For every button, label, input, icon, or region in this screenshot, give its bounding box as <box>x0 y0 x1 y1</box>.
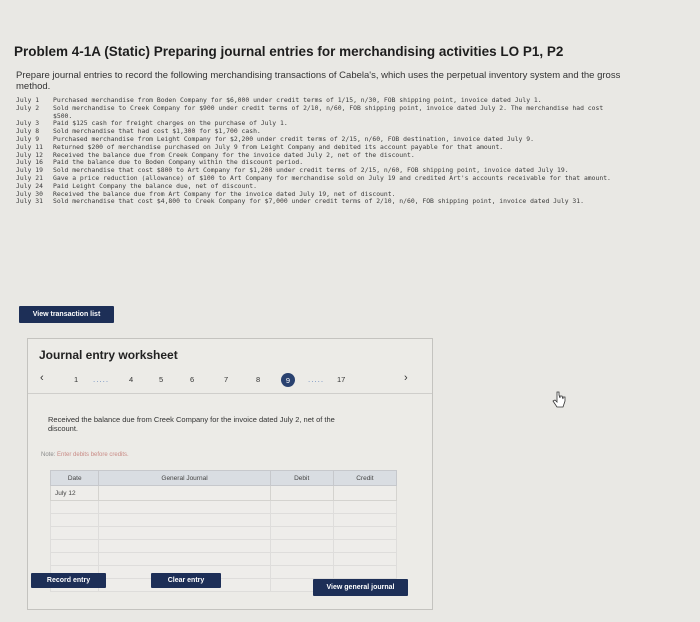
debit-cell[interactable] <box>270 527 333 540</box>
page-7[interactable]: 7 <box>224 375 229 384</box>
table-row <box>51 514 397 527</box>
page-17[interactable]: 17 <box>337 375 346 384</box>
debit-cell[interactable] <box>270 540 333 553</box>
debit-cell[interactable] <box>270 566 333 579</box>
chevron-right-icon[interactable]: › <box>404 372 408 384</box>
pager-ellipsis: ..... <box>93 375 110 384</box>
transaction-date: July 24 <box>16 181 43 190</box>
credit-cell[interactable] <box>333 540 396 553</box>
table-row <box>51 527 397 540</box>
chevron-left-icon[interactable]: ‹ <box>40 372 44 384</box>
debit-cell[interactable] <box>270 486 333 501</box>
transaction-date: July 31 <box>16 197 43 206</box>
date-cell[interactable]: July 12 <box>51 486 99 501</box>
transaction-text: Paid Leight Company the balance due, net of discount. <box>53 181 257 190</box>
table-row <box>51 540 397 553</box>
transaction-date: July 19 <box>16 166 43 175</box>
column-header-date: Date <box>51 471 99 486</box>
account-cell[interactable] <box>99 486 270 501</box>
page-4[interactable]: 4 <box>129 375 134 384</box>
view-transaction-list-button[interactable]: View transaction list <box>19 306 114 323</box>
journal-table-header <box>51 471 397 486</box>
date-cell[interactable] <box>51 540 99 553</box>
column-header-general-journal: General Journal <box>99 471 270 486</box>
table-row <box>51 553 397 566</box>
date-cell[interactable] <box>51 514 99 527</box>
note-text: Enter debits before credits. <box>57 452 129 458</box>
debit-cell[interactable] <box>270 501 333 514</box>
clear-entry-button[interactable]: Clear entry <box>151 573 221 588</box>
transaction-text: Sold merchandise that had cost $1,300 for $1,700 cash. <box>53 127 261 136</box>
problem-instructions: Prepare journal entries to record the following merchandising transactions of Cabela's, which uses the perpetual inventory system and the gross method. <box>16 70 621 92</box>
view-general-journal-button[interactable]: View general journal <box>313 579 408 596</box>
account-cell[interactable] <box>99 514 270 527</box>
page-6[interactable]: 6 <box>190 375 195 384</box>
table-row <box>51 501 397 514</box>
date-cell[interactable] <box>51 501 99 514</box>
note-prefix: Note: <box>41 452 56 458</box>
transaction-text: Paid $125 cash for freight charges on the purchase of July 1. <box>53 119 288 128</box>
transaction-date: July 11 <box>16 142 43 151</box>
entry-description: Received the balance due from Creek Company for the invoice dated July 2, net of the discount. <box>48 415 335 433</box>
debit-cell[interactable] <box>270 514 333 527</box>
debit-cell[interactable] <box>270 553 333 566</box>
table-row <box>51 486 397 501</box>
page-8[interactable]: 8 <box>256 375 261 384</box>
transaction-text: Purchased merchandise from Boden Company for $6,000 under credit terms of 1/15, n/30, FOB shipping point, invoice dated July 1. <box>53 96 542 104</box>
credit-cell[interactable] <box>333 514 396 527</box>
transaction-text: Paid the balance due to Boden Company within the discount period. <box>53 158 304 167</box>
transaction-text: Received the balance due from Art Company for the invoice dated July 19, net of discount. <box>53 189 396 198</box>
account-cell[interactable] <box>99 553 270 566</box>
credit-cell[interactable] <box>333 501 396 514</box>
credit-cell[interactable] <box>333 486 396 501</box>
transaction-date: July 30 <box>16 189 43 198</box>
transaction-item <box>16 105 616 121</box>
date-cell[interactable] <box>51 553 99 566</box>
transaction-date: July 12 <box>16 150 43 159</box>
transaction-date: July 2 <box>16 103 40 112</box>
record-entry-button[interactable]: Record entry <box>31 573 106 588</box>
worksheet-pager <box>38 372 418 393</box>
transaction-item <box>16 198 616 206</box>
column-header-credit: Credit <box>333 471 396 486</box>
transaction-text: Sold merchandise that cost $4,800 to Creek Company for $7,000 under credit terms of 2/10, n/60, FOB shipping point, invoice dated July 31. <box>53 197 584 206</box>
page-1[interactable]: 1 <box>74 375 79 384</box>
account-cell[interactable] <box>99 501 270 514</box>
transaction-text: Returned $200 of merchandise purchased on July 9 from Leight Company and debited its account payable for that amount. <box>53 142 504 151</box>
pager-ellipsis: ..... <box>308 375 325 384</box>
credit-cell[interactable] <box>333 553 396 566</box>
transaction-date: July 21 <box>16 173 43 182</box>
transaction-date: July 9 <box>16 134 40 143</box>
account-cell[interactable] <box>99 540 270 553</box>
transaction-text: Gave a price reduction (allowance) of $100 to Art Company for merchandise sold on July 19 and credited Art's accounts receivable for that amount. <box>53 173 611 182</box>
page-9-current[interactable]: 9 <box>281 373 295 387</box>
worksheet-title: Journal entry worksheet <box>39 348 178 362</box>
credit-cell[interactable] <box>333 566 396 579</box>
column-header-debit: Debit <box>270 471 333 486</box>
pager-divider <box>28 393 432 394</box>
worksheet-note <box>41 452 129 458</box>
transaction-text: Sold merchandise that cost $800 to Art Company for $1,200 under credit terms of 2/15, n/60, FOB shipping point, invoice dated July 19. <box>53 166 569 175</box>
transaction-date: July 8 <box>16 127 40 136</box>
account-cell[interactable] <box>99 527 270 540</box>
transaction-text: Purchased merchandise from Leight Company for $2,200 under credit terms of 2/15, n/60, FOB destination, invoice dated July 9. <box>53 134 534 143</box>
credit-cell[interactable] <box>333 527 396 540</box>
transaction-list <box>16 97 616 206</box>
problem-title: Problem 4-1A (Static) Preparing journal entries for merchandising activities LO P1, P2 <box>14 44 564 59</box>
transaction-date: July 3 <box>16 119 40 128</box>
journal-entry-worksheet <box>27 338 433 610</box>
transaction-date: July 16 <box>16 158 43 167</box>
cursor-icon <box>552 391 566 409</box>
transaction-text: Received the balance due from Creek Company for the invoice dated July 2, net of the discount. <box>53 150 415 159</box>
transaction-date: July 1 <box>16 96 40 104</box>
date-cell[interactable] <box>51 527 99 540</box>
transaction-text: Sold merchandise to Creek Company for $900 under credit terms of 2/10, n/60, FOB shipping point, invoice dated July 2. The merchandise had cost $500. <box>53 103 604 120</box>
page-5[interactable]: 5 <box>159 375 164 384</box>
